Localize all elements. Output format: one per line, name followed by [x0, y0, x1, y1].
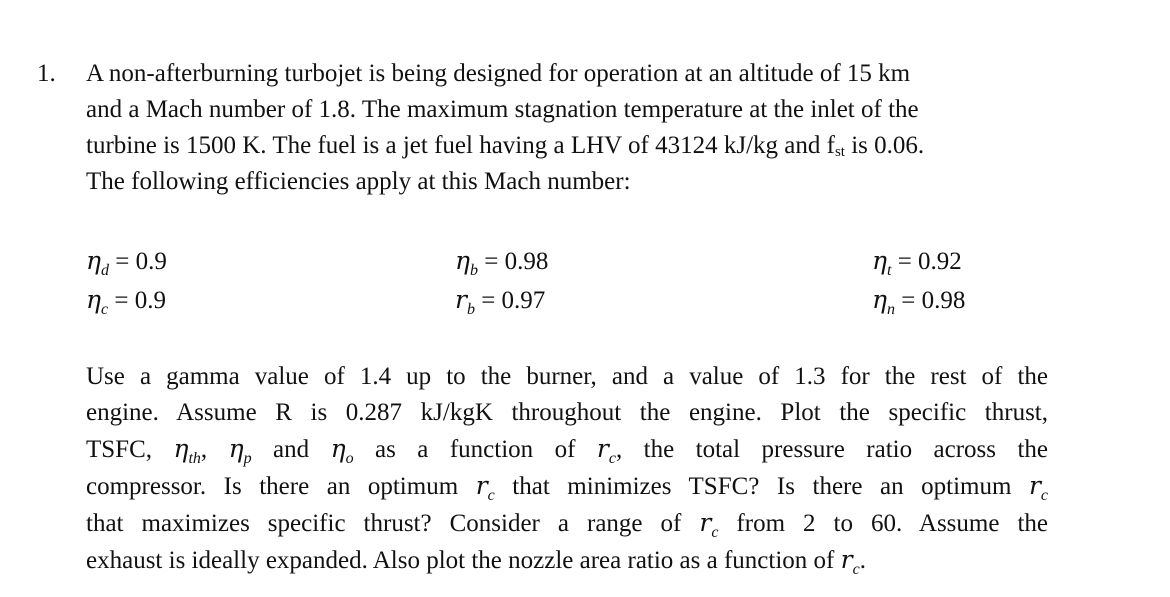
problem-number: 1. — [37, 60, 56, 87]
efficiency-eta-t: $\eta_t = 0.92$ — [872, 246, 962, 279]
intro-line-3-text: turbine is 1500 K. The fuel is a jet fuel having a LHV of 43124 kJ/kg and f — [86, 132, 835, 159]
efficiency-r-b: $r_b = 0.97$ — [455, 285, 546, 318]
problem-intro — [86, 56, 1048, 200]
efficiency-eta-b: $\eta_b = 0.98$ — [455, 246, 549, 279]
intro-line-2: and a Mach number of 1.8. The maximum stagnation temperature at the inlet of the — [86, 96, 919, 123]
intro-line-3 — [86, 128, 1048, 164]
intro-line-4: The following efficiencies apply at this Mach number: — [86, 168, 631, 195]
problem-body — [86, 359, 1048, 579]
efficiency-eta-n: $\eta_n = 0.98$ — [872, 285, 966, 318]
body-line-1: Use a gamma value of 1.4 up to the burner, and a value of 1.3 for the rest of the — [86, 363, 1048, 390]
fst-subscript: st — [834, 144, 845, 160]
efficiency-eta-d: $\eta_d = 0.9$ — [86, 246, 167, 279]
intro-line-1: A non-afterburning turbojet is being designed for operation at an altitude of 15 km — [86, 60, 911, 87]
body-line-2: engine. Assume R is 0.287 kJ/kgK throughout the engine. Plot the specific thrust, — [86, 399, 1048, 426]
body-line-6: exhaust is ideally expanded. Also plot the nozzle area ratio as a function of $r_c$. — [86, 545, 866, 578]
efficiency-eta-c: $\eta_c = 0.9$ — [86, 285, 166, 318]
body-line-5: that maximizes specific thrust? Consider a range of $r_c$ from 2 to 60. Assume the — [86, 508, 1048, 541]
body-line-3: TSFC, $\eta_{th}$, $\eta_p$ and $\eta_o$ as a function of $r_c$, the total pressure ratio across the — [86, 434, 1049, 467]
intro-line-3-tail: is 0.06. — [844, 132, 925, 159]
body-line-4: compressor. Is there an optimum $r_c$ that minimizes TSFC? Is there an optimum $r_c$ — [86, 471, 1049, 504]
